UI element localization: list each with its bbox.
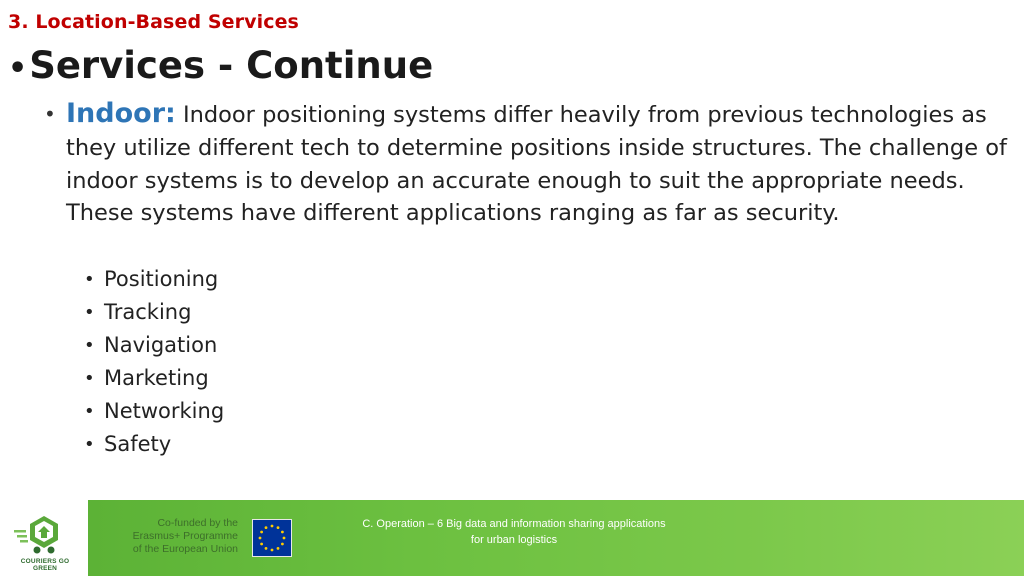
bullet-icon: • (84, 302, 95, 323)
indoor-label: Indoor: (66, 98, 176, 129)
list-item (84, 296, 224, 329)
paragraph-bullet: • (44, 102, 56, 126)
erasmus-funding-text (118, 517, 238, 556)
indoor-description: Indoor positioning systems differ heavily from previous technologies as they utilize different tech to determine positions inside structures. The challenge of indoor systems is to develop an accurate enough to suit the appropriate needs. These systems have different applications ranging as far as security. (66, 102, 1007, 227)
logo-label: COURIERS GO GREEN (20, 558, 70, 572)
list-item (84, 428, 224, 461)
list-item (84, 263, 224, 296)
slide-heading (8, 44, 433, 87)
bullet-icon: • (84, 335, 95, 356)
heading-bullet: • (8, 51, 28, 86)
bullet-icon: • (84, 401, 95, 422)
heading-text: Services - Continue (29, 44, 434, 87)
list-item-text: Safety (104, 432, 172, 456)
erasmus-line: Erasmus+ Programme (132, 530, 238, 542)
list-item-text: Navigation (104, 333, 218, 357)
erasmus-line: Co-funded by the (157, 517, 238, 529)
list-item (84, 395, 225, 428)
bullet-icon: • (84, 434, 95, 455)
eu-flag-icon (252, 519, 292, 557)
list-item (84, 329, 224, 362)
applications-list (84, 263, 225, 461)
list-item (84, 362, 224, 395)
couriers-go-green-logo (0, 500, 88, 576)
eu-stars-icon (253, 520, 291, 556)
footer-caption (328, 516, 700, 548)
section-title: 3. Location-Based Services (8, 11, 299, 33)
list-item-text: Tracking (104, 300, 192, 324)
bullet-icon: • (84, 269, 95, 290)
list-item-text: Positioning (104, 267, 219, 291)
recycle-truck-icon (0, 500, 88, 560)
list-item-text: Marketing (104, 366, 209, 390)
footer-caption-line: C. Operation – 6 Big data and information sharing applications (362, 518, 666, 530)
indoor-paragraph (44, 98, 1016, 230)
erasmus-line: of the European Union (132, 543, 238, 555)
footer-band (88, 500, 1024, 576)
list-item-text: Networking (104, 399, 225, 423)
bullet-icon: • (84, 368, 95, 389)
footer-caption-line: for urban logistics (470, 534, 558, 546)
